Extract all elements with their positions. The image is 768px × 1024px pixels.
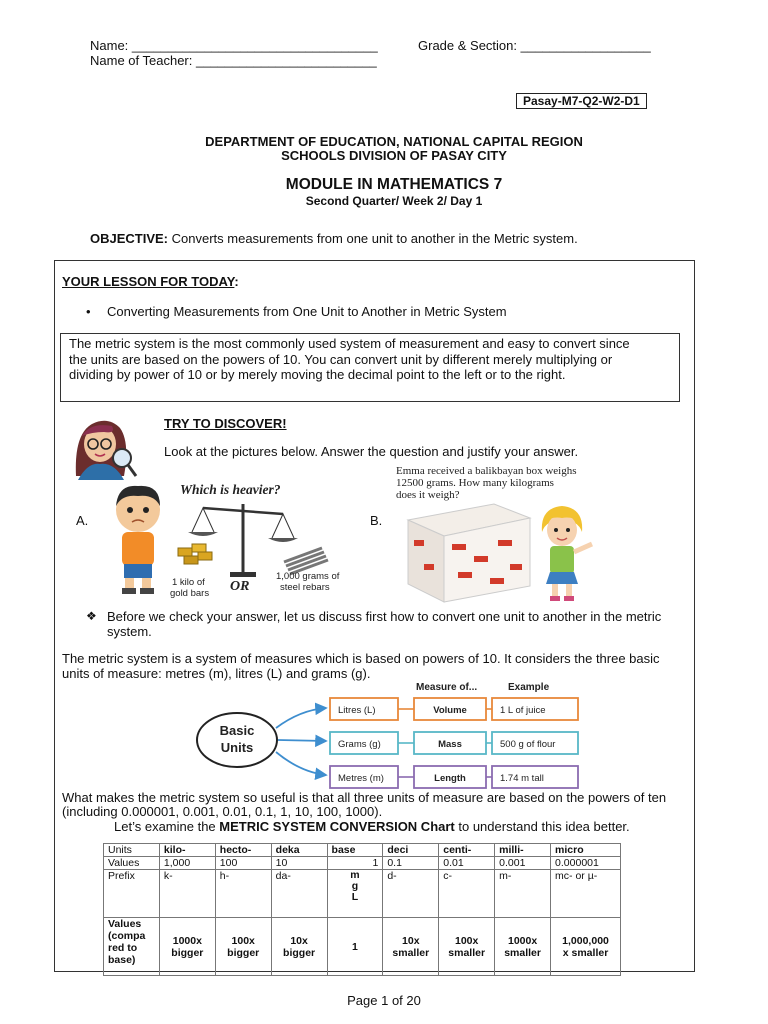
table-cell: m g L xyxy=(327,870,383,918)
table-cell: 1,000 xyxy=(159,857,215,870)
table-cell: Values (compa red to base) xyxy=(104,918,160,976)
which-is-heavier-image xyxy=(108,478,356,600)
table-cell: h- xyxy=(215,870,271,918)
diamond-bullet-icon: ❖ xyxy=(86,609,97,623)
gold-bars-label: gold bars xyxy=(170,588,210,599)
module-code: Pasay-M7-Q2-W2-D1 xyxy=(516,93,647,109)
table-cell: da- xyxy=(271,870,327,918)
table-cell: 100x smaller xyxy=(439,918,495,976)
label-a: A. xyxy=(76,513,89,528)
table-cell: 0.01 xyxy=(439,857,495,870)
discover-heading: TRY TO DISCOVER! xyxy=(164,416,287,431)
table-cell: kilo- xyxy=(159,844,215,857)
objective xyxy=(90,231,578,246)
gold-bars-label: 1 kilo of xyxy=(172,577,205,588)
table-cell: 0.1 xyxy=(383,857,439,870)
diagram-unit-label: Litres (L) xyxy=(338,705,376,716)
table-cell: 10 xyxy=(271,857,327,870)
diagram-unit-label: Metres (m) xyxy=(338,773,384,784)
discover-instruction: Look at the pictures below. Answer the question and justify your answer. xyxy=(164,444,579,459)
table-cell: 1000x bigger xyxy=(159,918,215,976)
useful-paragraph: What makes the metric system so useful is that all three units of measure are based on the powers of ten (including 0.000001, 0.001, 0.01, 0.1, 1, 10, 100, 1000). xyxy=(62,790,667,819)
table-cell: centi- xyxy=(439,844,495,857)
division-title: SCHOOLS DIVISION OF PASAY CITY xyxy=(281,148,507,163)
measure-header: Measure of... xyxy=(416,682,478,693)
table-cell: hecto- xyxy=(215,844,271,857)
table-prefix-row xyxy=(104,870,621,918)
table-cell: 1000x smaller xyxy=(495,918,551,976)
table-cell: Prefix xyxy=(104,870,160,918)
table-cell: 100 xyxy=(215,857,271,870)
table-cell: base xyxy=(327,844,383,857)
bullet-icon: • xyxy=(86,304,91,319)
table-cell: 0.001 xyxy=(495,857,551,870)
page-number: Page 1 of 20 xyxy=(347,993,421,1008)
label-b: B. xyxy=(370,513,383,528)
table-values-row xyxy=(104,857,621,870)
table-cell: 0.000001 xyxy=(551,857,621,870)
scale-title: Which is heavier? xyxy=(180,482,281,497)
table-cell: k- xyxy=(159,870,215,918)
diagram-example-label: 1 L of juice xyxy=(500,705,546,716)
table-cell: 10x bigger xyxy=(271,918,327,976)
teacher-cartoon-image xyxy=(68,416,142,480)
metric-conversion-table xyxy=(103,843,621,976)
diagram-unit-label: Grams (g) xyxy=(338,739,381,750)
teacher-field: Name of Teacher: _________________________ xyxy=(90,53,377,68)
examine-sentence: Let’s examine the METRIC SYSTEM CONVERSION Chart to understand this idea better. xyxy=(114,819,630,834)
objective-label: OBJECTIVE: xyxy=(90,231,169,246)
lesson-heading: YOUR LESSON FOR TODAY: xyxy=(62,274,239,289)
metric-paragraph: The metric system is a system of measures which is based on powers of 10. It considers the three basic units of measure: metres (m), litres (L) and grams (g). xyxy=(62,651,660,681)
intro-box xyxy=(60,333,680,402)
module-title: MODULE IN MATHEMATICS 7 xyxy=(285,176,503,193)
rebars-label: steel rebars xyxy=(280,582,330,593)
department-title: DEPARTMENT OF EDUCATION, NATIONAL CAPITAL REGION xyxy=(205,134,583,149)
example-header: Example xyxy=(508,682,550,693)
grade-section-field: Grade & Section: __________________ xyxy=(418,38,651,53)
table-cell: 1,000,000 x smaller xyxy=(551,918,621,976)
name-field: Name: __________________________________ xyxy=(90,38,378,53)
objective-text: Converts measurements from one unit to another in the Metric system. xyxy=(168,231,578,246)
diagram-measure-label: Mass xyxy=(438,739,462,750)
table-cell: 10x smaller xyxy=(383,918,439,976)
table-cell: Units xyxy=(104,844,160,857)
basic-units-label: Basic xyxy=(219,723,255,738)
basic-units-label: Units xyxy=(220,740,254,755)
rebars-label: 1,000 grams of xyxy=(276,571,340,582)
diagram-measure-label: Length xyxy=(434,773,466,784)
table-cell: deci xyxy=(383,844,439,857)
table-cell: 1 xyxy=(327,857,383,870)
table-cell: c- xyxy=(439,870,495,918)
intro-line: dividing by power of 10 or by merely moving the decimal point to the left or to the right. xyxy=(69,367,566,382)
table-cell: 100x bigger xyxy=(215,918,271,976)
check-paragraph: ❖ Before we check your answer, let us discuss first how to convert one unit to another in the metric system. xyxy=(86,609,662,639)
diagram-example-label: 1.74 m tall xyxy=(500,773,544,784)
table-cell: Values xyxy=(104,857,160,870)
box-question-line: 12500 grams. How many kilograms xyxy=(396,477,554,489)
table-header-row xyxy=(104,844,621,857)
table-cell: deka xyxy=(271,844,327,857)
box-question-line: does it weigh? xyxy=(396,489,460,501)
table-cell: 1 xyxy=(327,918,383,976)
or-label: OR xyxy=(230,579,250,594)
table-cell: d- xyxy=(383,870,439,918)
lesson-bullet: • Converting Measurements from One Unit to Another in Metric System xyxy=(86,304,507,319)
quarter-subtitle: Second Quarter/ Week 2/ Day 1 xyxy=(305,194,483,208)
box-question-line: Emma received a balikbayan box weighs xyxy=(396,465,577,477)
diagram-measure-label: Volume xyxy=(433,705,467,716)
balikbayan-box-image xyxy=(394,460,608,608)
table-compare-row xyxy=(104,918,621,976)
table-cell: micro xyxy=(551,844,621,857)
table-cell: mc- or µ- xyxy=(551,870,621,918)
table-cell: milli- xyxy=(495,844,551,857)
intro-line: The metric system is the most commonly used system of measurement and easy to convert since xyxy=(69,336,630,351)
intro-line: the units are based on the powers of 10. You can convert unit by different merely multiplying or xyxy=(69,351,613,367)
table-cell: m- xyxy=(495,870,551,918)
diagram-example-label: 500 g of flour xyxy=(500,739,556,750)
basic-units-diagram xyxy=(190,678,590,794)
